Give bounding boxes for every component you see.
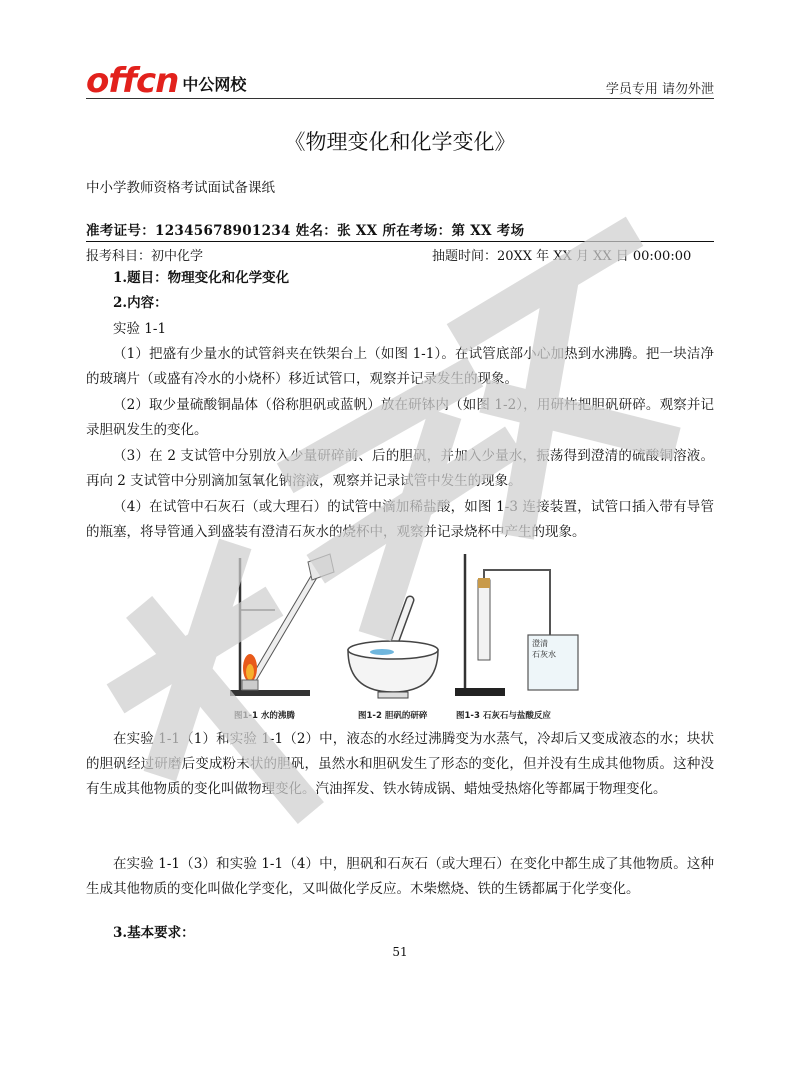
experiment-figure — [220, 550, 600, 725]
info-divider — [86, 241, 714, 242]
figure-limestone-reaction — [455, 554, 578, 721]
caption-fig-1-1: 图1-1 水的沸腾 — [234, 711, 295, 721]
page-title: 《物理变化和化学变化》 — [284, 130, 516, 154]
paragraph-physical-change: 在实验 1-1（1）和实验 1-1（2）中，液态的水经过沸腾变为水蒸气，冷却后又变成液态的水；块状的胆矾经过研磨后变成粉末状的胆矾，虽然水和胆矾发生了形态的变化，但并没有生成其他物质。这种没有生成其他物质的变化叫做物理变化。汽油挥发、铁水铸成锅、蜡烛受热熔化等都属于物理变化。 — [86, 731, 714, 797]
header-notice: 学员专用 请勿外泄 — [605, 82, 714, 97]
page-number: 51 — [392, 945, 408, 959]
exam-info: 准考证号：12345678901234 姓名：张 XX 所在考场：第 XX 考场 — [86, 223, 525, 239]
caption-fig-1-2: 图1-2 胆矾的研碎 — [358, 711, 428, 721]
topic-line: 1.题目：物理变化和化学变化 — [113, 270, 290, 286]
paragraph-step-1: （1）把盛有少量水的试管斜夹在铁架台上（如图 1-1）。在试管底部小心加热到水沸腾。把一块洁净的玻璃片（或盛有冷水的小烧杯）移近试管口，观察并记录发生的现象。 — [86, 346, 714, 387]
logo-brand: offcn — [86, 61, 179, 101]
caption-fig-1-3: 图1-3 石灰石与盐酸反应 — [456, 711, 551, 721]
paragraph-step-2: （2）取少量硫酸铜晶体（俗称胆矾或蓝帆）放在研钵内（如图 1-2），用研杵把胆矾研碎。观察并记录胆矾发生的变化。 — [86, 397, 714, 438]
paragraph-chemical-change: 在实验 1-1（3）和实验 1-1（4）中，胆矾和石灰石（或大理石）在变化中都生成了其他物质。这种生成其他物质的变化叫做化学变化，又叫做化学反应。木柴燃烧、铁的生锈都属于化学变化。 — [86, 856, 714, 897]
draw-time: 抽题时间：20XX 年 XX 月 XX 日 00:00:00 — [432, 249, 692, 264]
logo-cn: 中公网校 — [182, 75, 247, 94]
header-divider — [86, 98, 714, 99]
content-heading: 2.内容： — [113, 295, 168, 311]
label-limewater-1: 澄清 — [532, 639, 548, 648]
paragraph-step-3: （3）在 2 支试管中分别放入少量研碎前、后的胆矾，并加入少量水，振荡得到澄清的硫酸铜溶液。再向 2 支试管中分别滴加氢氧化钠溶液，观察并记录试管中发生的现象。 — [86, 448, 714, 489]
experiment-title: 实验 1-1 — [113, 321, 167, 337]
requirements-heading: 3.基本要求： — [113, 925, 195, 941]
logo — [86, 58, 247, 101]
paragraph-step-4: （4）在试管中石灰石（或大理石）的试管中滴加稀盐酸，如图 1-3 连接装置，试管口插入带有导管的瓶塞，将导管通入到盛装有澄清石灰水的烧杯中，观察并记录烧杯中产生的现象。 — [86, 499, 714, 540]
figure-boiling-water — [230, 554, 334, 721]
label-limewater-2: 石灰水 — [532, 650, 556, 659]
exam-subject: 报考科目：初中化学 — [86, 249, 204, 264]
page-subtitle: 中小学教师资格考试面试备课纸 — [86, 180, 275, 196]
figure-mortar — [348, 600, 438, 721]
